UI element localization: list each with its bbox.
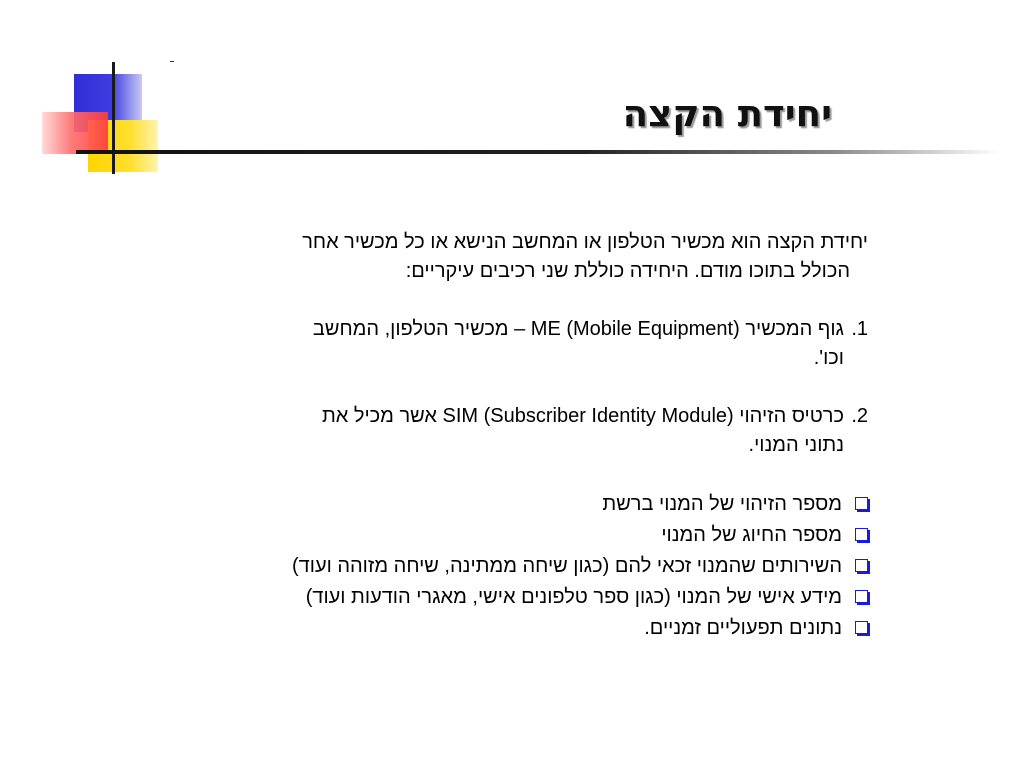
list-item-text: מספר הזיהוי של המנוי ברשת <box>602 493 842 515</box>
item-term: ME (Mobile Equipment) <box>530 318 740 340</box>
intro-line-2: הכולל בתוכו מודם. היחידה כוללת שני רכיבים עיקריים: <box>405 260 850 282</box>
logo-red-square <box>42 112 108 154</box>
numbered-item-2 <box>138 402 868 460</box>
list-item <box>138 551 868 582</box>
list-item-text: השירותים שהמנוי זכאי להם (כגון שיחה ממתינה, שיחה מזוהה ועוד) <box>292 555 842 577</box>
title-underline <box>76 150 1000 154</box>
intro-paragraph <box>138 228 868 286</box>
list-item <box>138 489 868 520</box>
item-suffix: – מכשיר הטלפון, המחשב <box>312 318 526 340</box>
item-term: SIM (Subscriber Identity Module) <box>442 405 734 427</box>
slide-title: יחידת הקצה <box>622 92 832 135</box>
logo-vertical-line <box>112 62 115 174</box>
list-item-text: נתונים תפעוליים זמניים. <box>644 617 842 639</box>
item-number: 1. <box>851 318 868 340</box>
item-number: 2. <box>851 405 868 427</box>
list-item-text: מידע אישי של המנוי (כגון ספר טלפונים אישי, מאגרי הודעות ועוד) <box>305 586 842 608</box>
item-prefix: כרטיס הזיהוי <box>739 405 844 427</box>
checkbox-square-icon <box>855 528 868 541</box>
list-item <box>138 520 868 551</box>
item-suffix: אשר מכיל את <box>321 405 437 427</box>
list-item <box>138 582 868 613</box>
checkbox-square-icon <box>855 590 868 603</box>
item-line-2: וכו'. <box>813 347 844 369</box>
slide-body <box>138 228 868 644</box>
checkbox-square-icon <box>855 621 868 634</box>
list-item-text: מספר החיוג של המנוי <box>661 524 842 546</box>
corner-tick <box>170 61 174 62</box>
checkbox-square-icon <box>855 497 868 510</box>
item-line-2: נתוני המנוי. <box>748 434 844 456</box>
checkbox-square-icon <box>855 559 868 572</box>
intro-line-1: יחידת הקצה הוא מכשיר הטלפון או המחשב הנישא או כל מכשיר אחר <box>302 231 868 253</box>
bullet-list <box>138 489 868 644</box>
list-item <box>138 613 868 644</box>
numbered-item-1 <box>138 315 868 373</box>
item-prefix: גוף המכשיר <box>745 318 844 340</box>
